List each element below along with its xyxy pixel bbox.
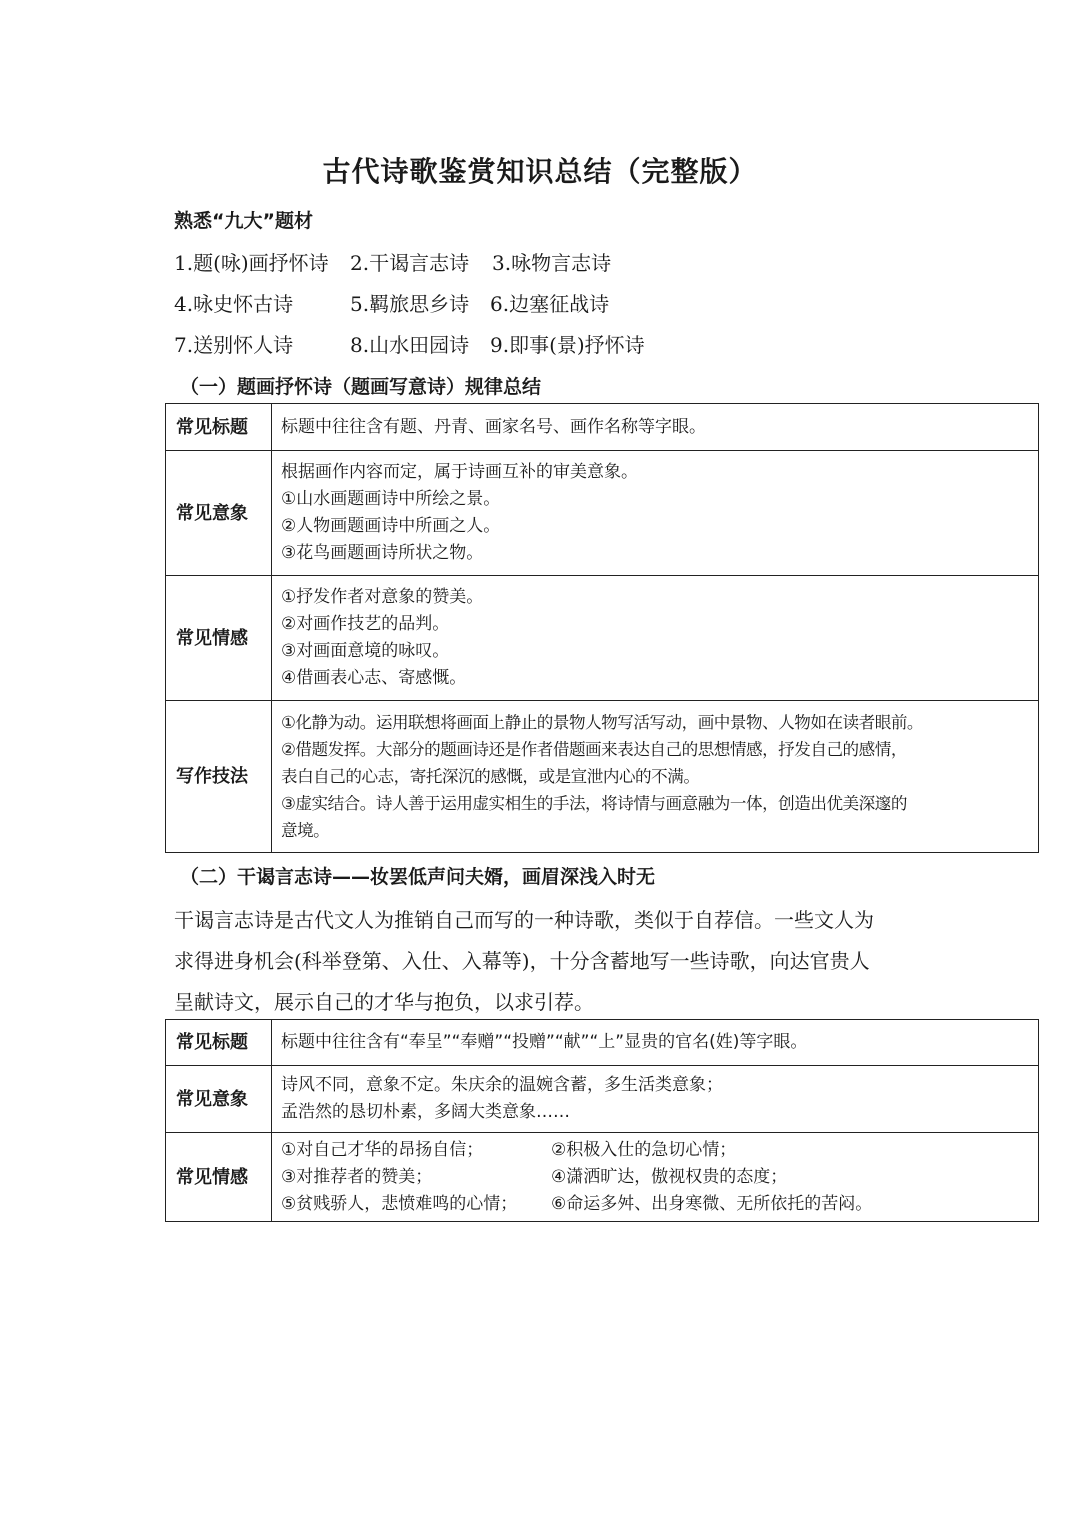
table-row [166, 701, 1039, 853]
paragraph-line: 呈献诗文，展示自己的才华与抱负，以求引荐。 [174, 990, 594, 1014]
row-content [272, 451, 1039, 576]
content-line: 孟浩然的恳切朴素，多阔大类意象…… [281, 1102, 570, 1122]
content-line: ①抒发作者对意象的赞美。 [281, 587, 484, 607]
row-content [272, 576, 1039, 701]
content-line: ②人物画题画诗中所画之人。 [281, 516, 501, 536]
paragraph-line: 求得进身机会(科举登第、入仕、入幕等)，十分含蓄地写一些诗歌，向达官贵人 [174, 949, 870, 973]
row-label: 常见标题 [166, 1020, 272, 1066]
table-row [166, 1066, 1039, 1133]
row-label: 常见意象 [166, 1066, 272, 1133]
page-title: 古代诗歌鉴赏知识总结（完整版） [322, 155, 758, 188]
table-row [166, 451, 1039, 576]
section2-table [165, 1019, 1039, 1222]
emotion-item: ①对自己才华的昂扬自信； [281, 1139, 484, 1160]
row-content [272, 1066, 1039, 1133]
content-line: ①山水画题画诗中所绘之景。 [281, 489, 501, 509]
emotion-pair [281, 1191, 1038, 1218]
content-line: ④借画表心志、寄感慨。 [281, 668, 467, 688]
intro-heading: 熟悉“九大”题材 [174, 210, 313, 232]
table-row [166, 1133, 1039, 1222]
row-label: 常见意象 [166, 451, 272, 576]
content-line: ②借题发挥。大部分的题画诗还是作者借题画来表达自己的思想情感，抒发自己的感情， [281, 740, 907, 759]
content-line: 诗风不同，意象不定。朱庆余的温婉含蓄，多生活类意象； [281, 1075, 723, 1095]
content-line: ③对画面意境的咏叹。 [281, 641, 450, 661]
content-line: ①化静为动。运用联想将画面上静止的景物人物写活写动，画中景物、人物如在读者眼前。 [281, 713, 924, 732]
content-line: 根据画作内容而定，属于诗画互补的审美意象。 [281, 462, 638, 482]
content-line: 表白自己的心志，寄托深沉的感慨，或是宣泄内心的不满。 [281, 767, 700, 786]
row-content [272, 404, 1039, 451]
row-label: 常见标题 [166, 404, 272, 451]
topic-item: 1.题(咏)画抒怀诗 [174, 251, 329, 275]
row-content [272, 701, 1039, 853]
row-label: 写作技法 [166, 701, 272, 853]
emotion-pair [281, 1164, 1038, 1191]
emotion-item: ②积极入仕的急切心情； [551, 1139, 737, 1160]
emotion-item: ⑥命运多舛、出身寒微、无所依托的苦闷。 [551, 1193, 873, 1214]
row-content [272, 1133, 1039, 1222]
topic-item: 7.送别怀人诗 [174, 333, 294, 357]
section1-table [165, 403, 1039, 853]
topic-item: 4.咏史怀古诗 [174, 292, 294, 316]
row-label: 常见情感 [166, 576, 272, 701]
topic-item: 3.咏物言志诗 [492, 251, 612, 275]
emotion-pair [281, 1137, 1038, 1164]
content-line: 标题中往往含有“奉呈”“奉赠”“投赠”“献”“上”显贵的官名(姓)等字眼。 [281, 1032, 808, 1052]
section2-title: （二）干谒言志诗——妆罢低声问夫婿，画眉深浅入时无 [180, 866, 656, 888]
emotion-item: ⑤贫贱骄人，悲愤难鸣的心情； [281, 1193, 518, 1214]
topic-item: 8.山水田园诗 [350, 333, 470, 357]
topic-item: 9.即事(景)抒怀诗 [490, 333, 645, 357]
paragraph-line: 干谒言志诗是古代文人为推销自己而写的一种诗歌，类似于自荐信。一些文人为 [174, 908, 874, 932]
row-label: 常见情感 [166, 1133, 272, 1222]
table-row [166, 404, 1039, 451]
content-line: ③花鸟画题画诗所状之物。 [281, 543, 484, 563]
section1-title: （一）题画抒怀诗（题画写意诗）规律总结 [180, 376, 542, 398]
content-line: ②对画作技艺的品判。 [281, 614, 450, 634]
topic-item: 2.干谒言志诗 [350, 251, 470, 275]
topic-item: 6.边塞征战诗 [490, 292, 610, 316]
row-content [272, 1020, 1039, 1066]
content-line: 意境。 [281, 821, 330, 840]
content-line: 标题中往往含有题、丹青、画家名号、画作名称等字眼。 [281, 416, 706, 437]
emotion-item: ③对推荐者的赞美； [281, 1166, 433, 1187]
emotion-item: ④潇洒旷达，傲视权贵的态度； [551, 1166, 788, 1187]
table-row [166, 1020, 1039, 1066]
table-row [166, 576, 1039, 701]
topic-item: 5.羁旅思乡诗 [350, 292, 470, 316]
content-line: ③虚实结合。诗人善于运用虚实相生的手法，将诗情与画意融为一体，创造出优美深邃的 [281, 794, 907, 813]
